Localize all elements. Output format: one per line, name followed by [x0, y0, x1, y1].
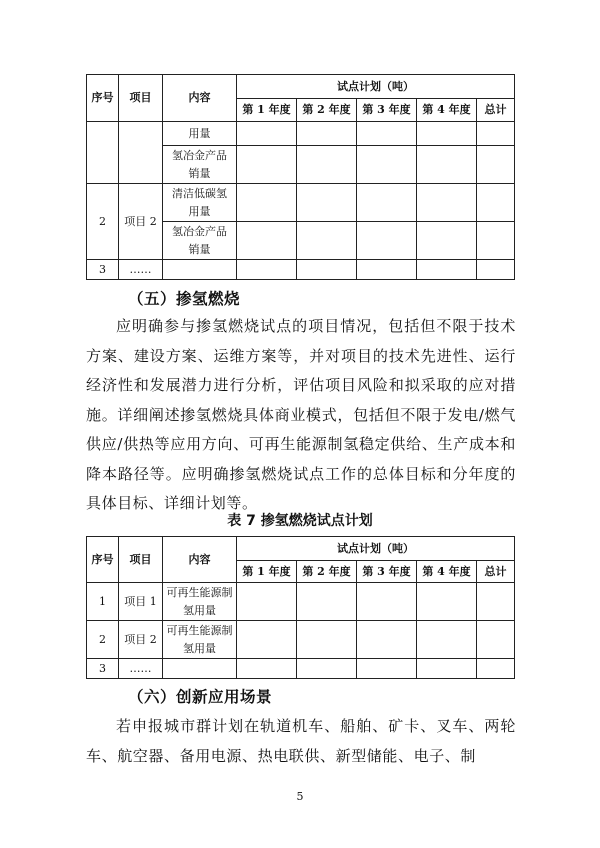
header-year4: 第 4 年度	[417, 99, 477, 122]
header-year2: 第 2 年度	[297, 561, 357, 583]
cell-content: 可再生能源制氢用量	[163, 621, 237, 659]
table-row	[87, 122, 515, 146]
cell-seq: 3	[87, 659, 119, 679]
header-total: 总计	[477, 561, 515, 583]
section-heading-hydrogen-blending-combustion: （五）掺氢燃烧	[128, 290, 241, 308]
cell-seq: 3	[87, 260, 119, 280]
cell-item: 项目 1	[119, 583, 163, 621]
header-seq: 序号	[87, 537, 119, 583]
cell-seq	[87, 122, 119, 184]
header-item: 项目	[119, 75, 163, 122]
header-year1: 第 1 年度	[237, 561, 297, 583]
header-item: 项目	[119, 537, 163, 583]
section-paragraph: 若申报城市群计划在轨道机车、船舶、矿卡、叉车、两轮车、航空器、备用电源、热电联供、新型储能、电子、制	[86, 717, 516, 765]
table-row	[87, 184, 515, 222]
cell-item: ……	[119, 260, 163, 280]
cell-content: 氢冶金产品销量	[163, 222, 237, 260]
cell-content: 用量	[163, 122, 237, 146]
cell-item	[119, 122, 163, 184]
header-content: 内容	[163, 75, 237, 122]
page-number: 5	[296, 790, 304, 803]
cell-content	[163, 659, 237, 679]
hydrogen-metallurgy-plan-table	[86, 74, 515, 280]
cell-content: 清洁低碳氢用量	[163, 184, 237, 222]
section-paragraph: 应明确参与掺氢燃烧试点的项目情况，包括但不限于技术方案、建设方案、运维方案等，并对项目的技术先进性、运行经济性和发展潜力进行分析，评估项目风险和拟采取的应对措施。详细阐述掺氢燃烧具体商业模式，包括但不限于发电/燃气供应/供热等应用方向、可再生能源制氢稳定供给、生产成本和降本路径等。应明确掺氢燃烧试点工作的总体目标和分年度的具体目标、详细计划等。	[86, 317, 516, 512]
header-year2: 第 2 年度	[297, 99, 357, 122]
cell-item: 项目 2	[119, 621, 163, 659]
table-row	[87, 260, 515, 280]
header-plan-group: 试点计划（吨）	[237, 537, 515, 561]
table-row	[87, 621, 515, 659]
table-caption: 表 7 掺氢燃烧试点计划	[227, 513, 373, 529]
section-heading-innovative-applications: （六）创新应用场景	[128, 688, 273, 706]
cell-seq: 2	[87, 621, 119, 659]
header-year1: 第 1 年度	[237, 99, 297, 122]
header-year3: 第 3 年度	[357, 99, 417, 122]
header-plan-group: 试点计划（吨）	[237, 75, 515, 99]
cell-seq: 2	[87, 184, 119, 260]
cell-seq: 1	[87, 583, 119, 621]
cell-content	[163, 260, 237, 280]
header-year3: 第 3 年度	[357, 561, 417, 583]
cell-item: ……	[119, 659, 163, 679]
header-seq: 序号	[87, 75, 119, 122]
table-row	[87, 659, 515, 679]
header-content: 内容	[163, 537, 237, 583]
cell-item: 项目 2	[119, 184, 163, 260]
cell-content: 可再生能源制氢用量	[163, 583, 237, 621]
header-year4: 第 4 年度	[417, 561, 477, 583]
table-row	[87, 583, 515, 621]
header-total: 总计	[477, 99, 515, 122]
hydrogen-blending-plan-table	[86, 536, 515, 679]
cell-content: 氢冶金产品销量	[163, 146, 237, 184]
